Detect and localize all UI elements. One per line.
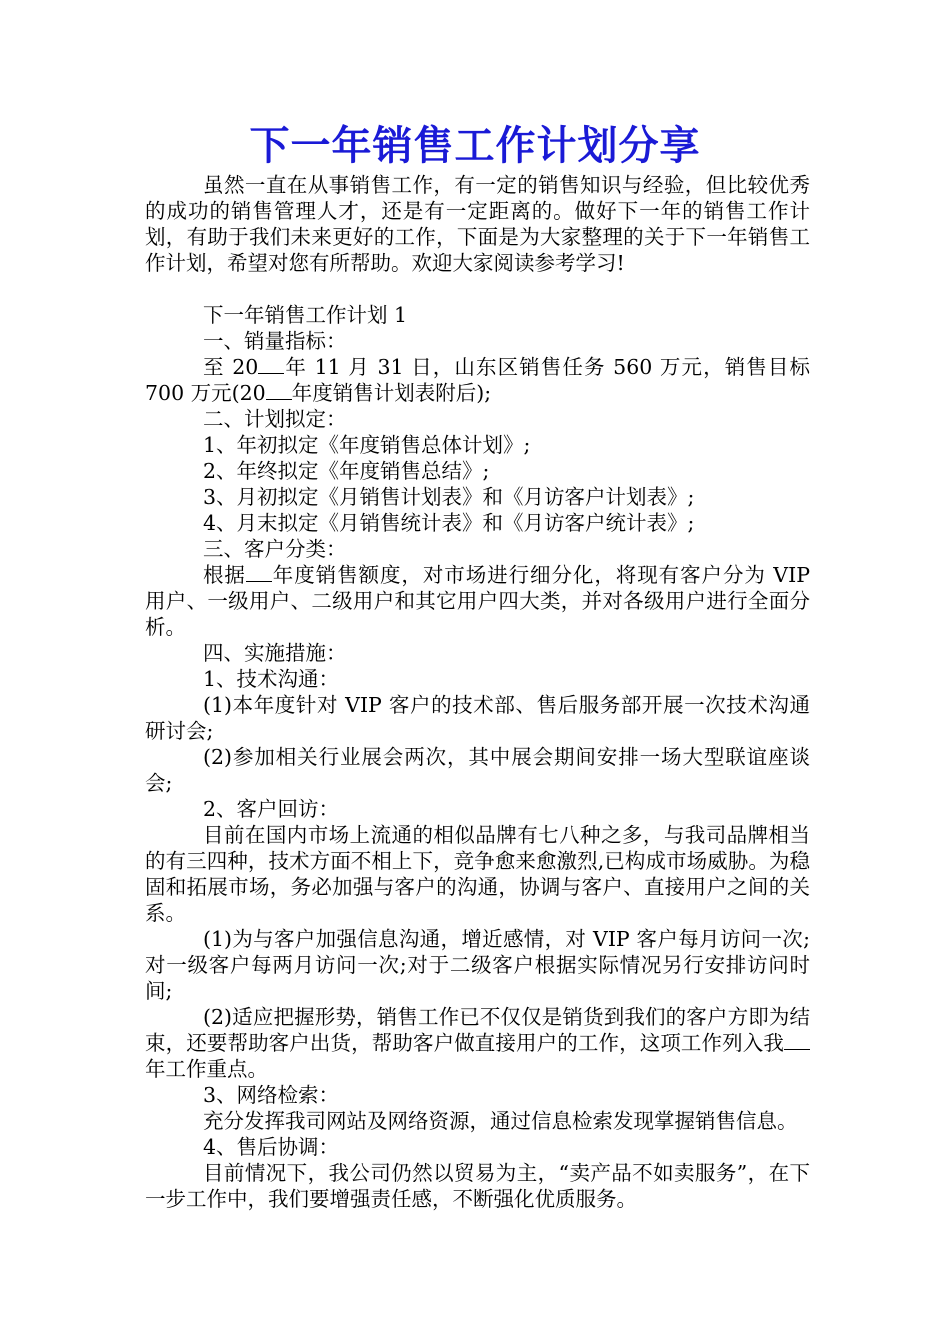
- blank-underline: [266, 381, 292, 400]
- section-2-heading: 二、计划拟定：: [203, 407, 347, 431]
- measure-2-heading: 2、客户回访：: [203, 797, 340, 821]
- section-1-text-c: 年度销售计划表附后);: [291, 381, 492, 405]
- section-2-item: 2、年终拟定《年度销售总结》;: [203, 459, 490, 483]
- intro-paragraph: 虽然一直在从事销售工作，有一定的销售知识与经验，但比较优秀的成功的销售管理人才，还是有一定距离的。做好下一年的销售工作计划，有助于我们未来更好的工作，下面是为大家整理的关于下一年销售工作计划，希望对您有所帮助。欢迎大家阅读参考学习!: [145, 173, 810, 275]
- section-2-item: 3、月初拟定《月销售计划表》和《月访客户计划表》;: [203, 485, 695, 509]
- measure-3-heading: 3、网络检索：: [203, 1083, 340, 1107]
- section-1-text-a: 至 20: [203, 355, 259, 379]
- section-3-heading: 三、客户分类：: [203, 537, 347, 561]
- section-4-heading: 四、实施措施：: [203, 641, 347, 665]
- measure-2-paragraph: 目前在国内市场上流通的相似品牌有七八种之多，与我司品牌相当的有三四种，技术方面不相上下，竞争愈来愈激烈,已构成市场威胁。为稳固和拓展市场，务必加强与客户的沟通，协调与客户、直接用户之间的关系。: [145, 823, 810, 925]
- plan-heading: 下一年销售工作计划 1: [203, 303, 408, 327]
- section-3-text-b: 年度销售额度，对市场进行细分化，将现有客户分为 VIP 用户、一级用户、二级用户和其它用户四大类，并对各级用户进行全面分析。: [145, 563, 810, 639]
- document-body: [145, 172, 810, 1212]
- section-1-paragraph: [145, 354, 810, 406]
- measure-1-paragraph: (2)参加相关行业展会两次，其中展会期间安排一场大型联谊座谈会;: [145, 745, 810, 795]
- section-3-paragraph: [145, 562, 810, 640]
- section-2-item: 1、年初拟定《年度销售总体计划》;: [203, 433, 531, 457]
- blank-underline: [258, 355, 284, 374]
- blank-underline: [784, 1031, 810, 1050]
- paragraph-spacer: [145, 276, 810, 302]
- section-1-heading: 一、销量指标：: [203, 329, 347, 353]
- measure-2-paragraph: (1)为与客户加强信息沟通，增近感情，对 VIP 客户每月访问一次;对一级客户每两月访问一次;对于二级客户根据实际情况另行安排访问时间;: [145, 927, 810, 1003]
- measure-4-heading: 4、售后协调：: [203, 1135, 340, 1159]
- measure-1-paragraph: (1)本年度针对 VIP 客户的技术部、售后服务部开展一次技术沟通研讨会;: [145, 693, 810, 743]
- measure-2-text-a: (2)适应把握形势，销售工作已不仅仅是销货到我们的客户方即为结束，还要帮助客户出货，帮助客户做直接用户的工作，这项工作列入我: [145, 1005, 810, 1055]
- measure-3-paragraph: 充分发挥我司网站及网络资源，通过信息检索发现掌握销售信息。: [203, 1109, 798, 1133]
- section-1-text-b: 年 11 月 31 日，山东区销售任务 560 万元，销售目标 700 万元(20: [145, 355, 810, 405]
- section-2-item: 4、月末拟定《月销售统计表》和《月访客户统计表》;: [203, 511, 695, 535]
- measure-4-paragraph: 目前情况下，我公司仍然以贸易为主，“卖产品不如卖服务”，在下一步工作中，我们要增强责任感，不断强化优质服务。: [145, 1161, 810, 1211]
- measure-1-heading: 1、技术沟通：: [203, 667, 340, 691]
- measure-2-text-b: 年工作重点。: [145, 1057, 268, 1081]
- document-title: 下一年销售工作计划分享: [249, 123, 701, 169]
- section-3-text-a: 根据: [203, 563, 246, 587]
- blank-underline: [246, 563, 272, 582]
- measure-2-paragraph: [145, 1004, 810, 1082]
